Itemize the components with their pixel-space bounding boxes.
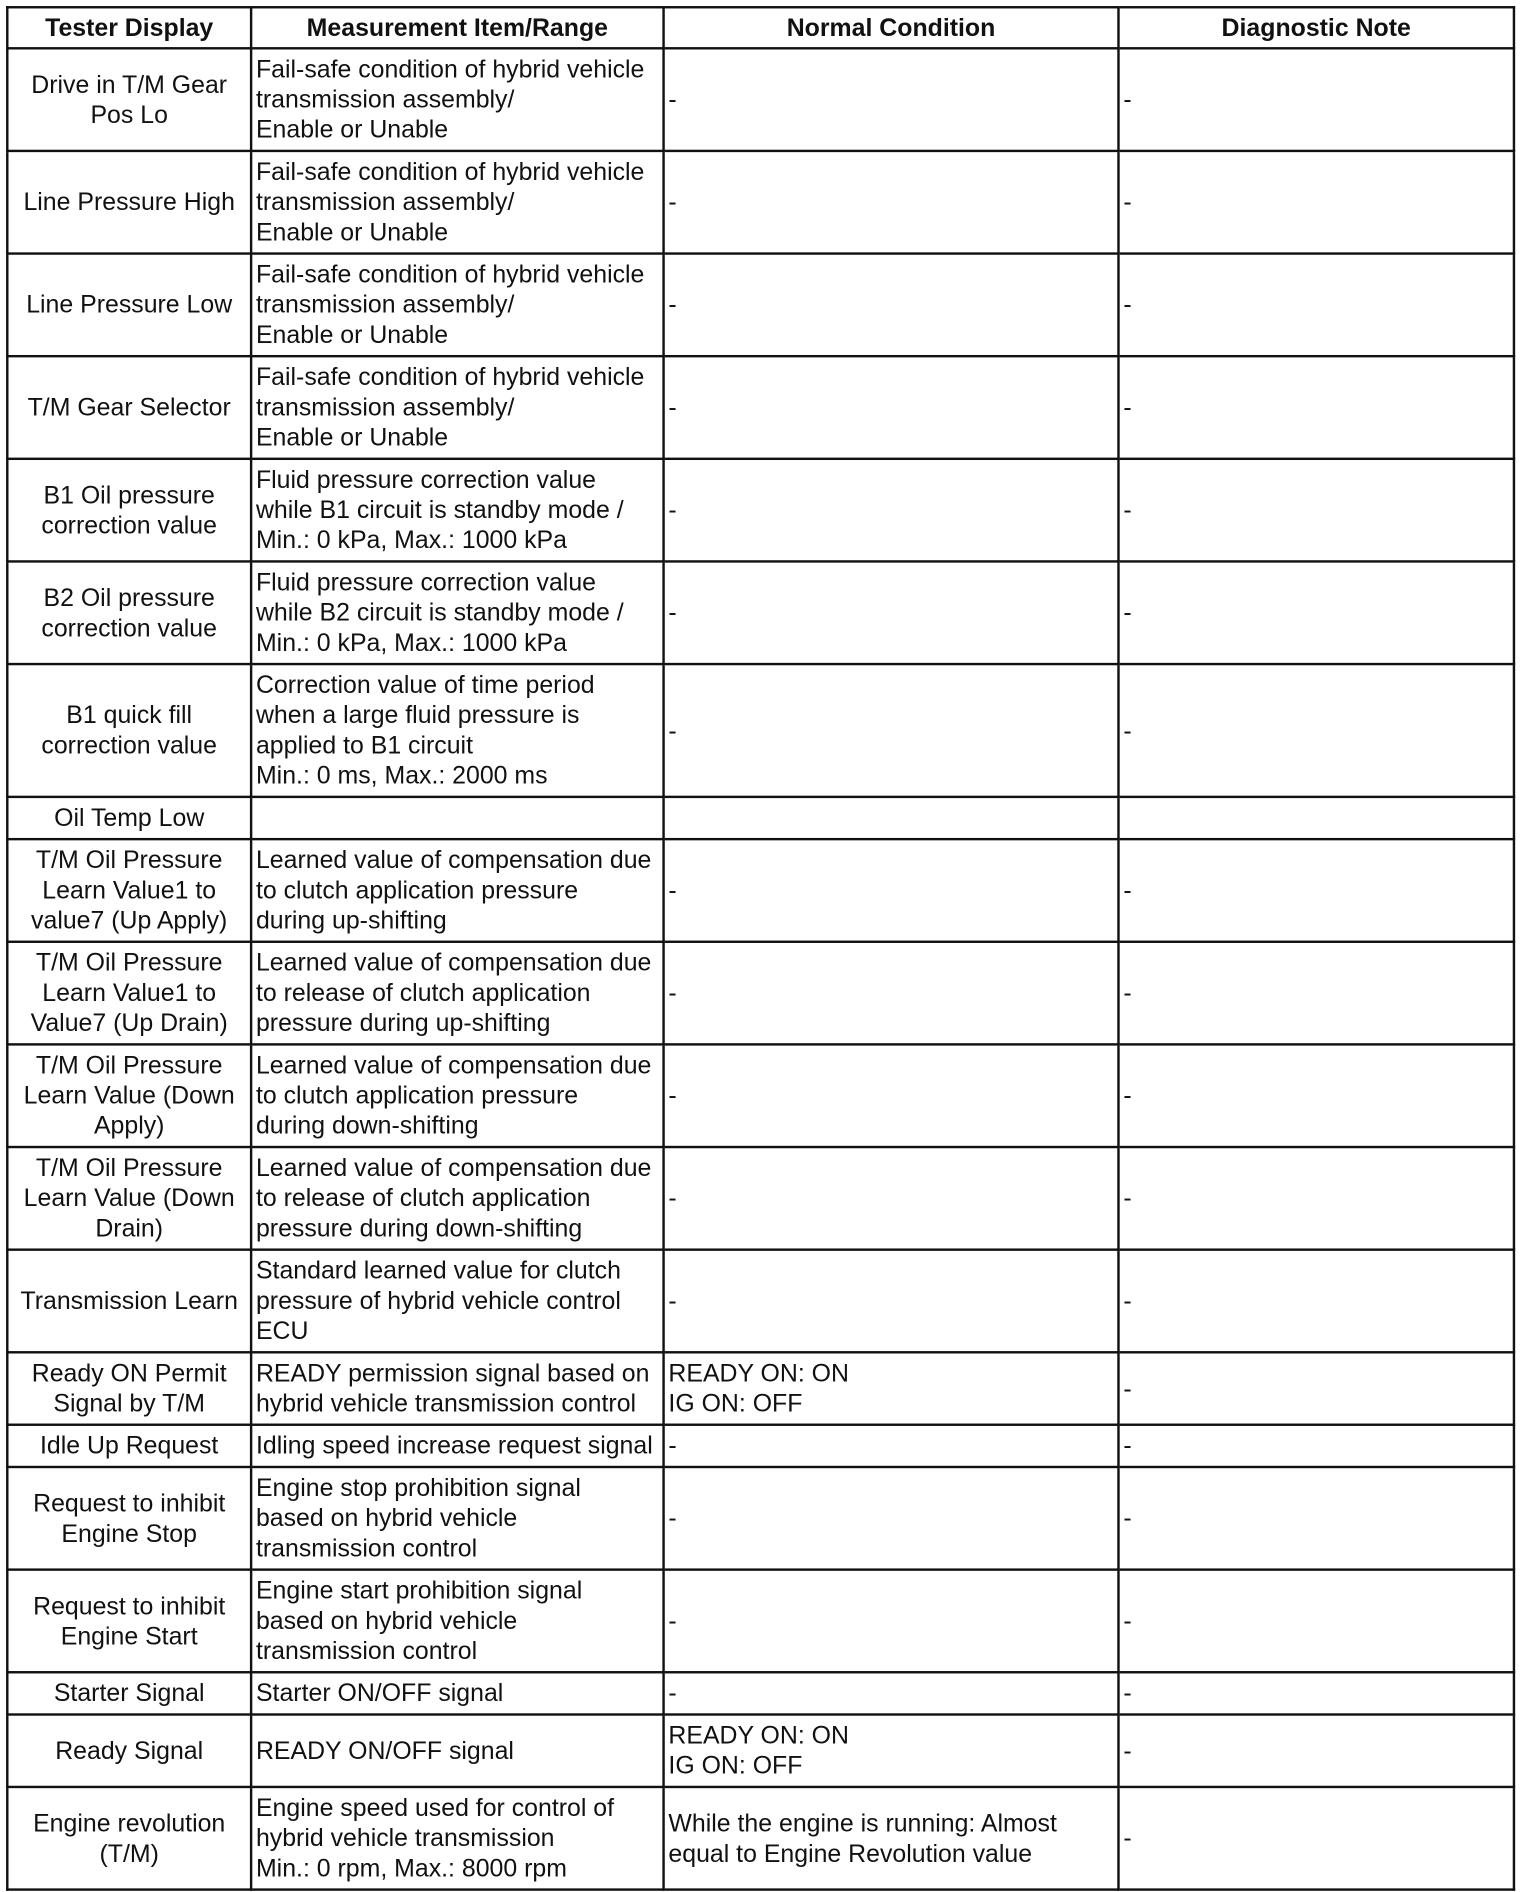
measurement-item-cell	[251, 48, 663, 151]
diagnostic-note-cell	[1118, 48, 1513, 151]
diagnostic-note-cell	[1118, 254, 1513, 357]
diagnostic-note-cell	[1118, 839, 1513, 942]
tester-display-cell-text: T/M Oil Pressure Learn Value (Down Apply)	[23, 1051, 235, 1140]
tester-display-cell	[7, 1467, 251, 1570]
tester-display-cell-text: T/M Oil Pressure Learn Value1 to value7 (Up Apply)	[31, 846, 228, 935]
normal-condition-cell-text: -	[668, 1679, 677, 1708]
tester-display-cell	[7, 1147, 251, 1250]
normal-condition-cell-text: -	[668, 85, 677, 114]
measurement-item-cell-text: READY permission signal based on hybrid vehicle transmission control	[255, 1359, 650, 1418]
diagnostic-note-cell-text: -	[1123, 979, 1132, 1007]
table-row	[7, 664, 1514, 797]
measurement-item-cell-text: Fluid pressure correction value while B1 circuit is standby mode / Min.: 0 kPa, Max.: 1000 kPa	[255, 466, 624, 555]
tester-display-cell	[7, 797, 251, 839]
diagnostic-note-cell	[1118, 797, 1513, 839]
tester-display-cell-text: Request to inhibit Engine Start	[33, 1591, 226, 1650]
measurement-item-cell-text: Engine speed used for control of hybrid vehicle transmission Min.: 0 rpm, Max.: 8000 rpm	[255, 1794, 615, 1883]
diagnostic-note-cell-text: -	[1123, 716, 1132, 745]
normal-condition-cell	[664, 1425, 1119, 1467]
diagnostic-note-cell-text: -	[1123, 393, 1132, 422]
normal-condition-cell-text: While the engine is running: Almost equal to Engine Revolution value	[668, 1809, 1057, 1868]
normal-condition-cell-text: -	[668, 290, 677, 319]
measurement-item-cell-text: Learned value of compensation due to clutch application pressure during up-shifting	[255, 846, 652, 935]
diagnostic-note-cell-text: -	[1123, 1736, 1132, 1765]
tester-display-cell	[7, 561, 251, 664]
measurement-item-cell-text: Starter ON/OFF signal	[255, 1679, 504, 1708]
tester-display-cell-text: Oil Temp Low	[54, 804, 205, 832]
measurement-item-cell-text: READY ON/OFF signal	[255, 1736, 514, 1765]
measurement-item-cell	[251, 839, 663, 942]
table-row	[7, 356, 1514, 459]
tester-display-cell	[7, 1425, 251, 1467]
measurement-item-cell	[251, 942, 663, 1045]
diagnostic-note-cell-text: -	[1123, 1824, 1132, 1853]
diagnostic-note-cell-text: -	[1123, 1287, 1132, 1315]
diagnostic-note-cell-text: -	[1123, 1679, 1132, 1708]
measurement-item-cell	[251, 1352, 663, 1424]
diagnostic-note-cell-text: -	[1123, 290, 1132, 319]
normal-condition-cell	[664, 1147, 1119, 1250]
table-row	[7, 839, 1514, 942]
table-row	[7, 1787, 1514, 1890]
tester-display-cell	[7, 459, 251, 562]
measurement-item-cell-text: Learned value of compensation due to clutch application pressure during down-shifting	[255, 1051, 652, 1140]
table-row	[7, 1570, 1514, 1673]
tester-display-cell	[7, 1672, 251, 1714]
measurement-item-cell	[251, 1147, 663, 1250]
measurement-item-cell-text: Fail-safe condition of hybrid vehicle transmission assembly/ Enable or Unable	[255, 158, 645, 247]
normal-condition-cell	[664, 797, 1119, 839]
measurement-item-cell-text: Fluid pressure correction value while B2 circuit is standby mode / Min.: 0 kPa, Max.: 1000 kPa	[255, 568, 624, 657]
normal-condition-cell	[664, 942, 1119, 1045]
normal-condition-cell	[664, 839, 1119, 942]
tester-display-cell	[7, 1570, 251, 1673]
diagnostic-note-cell-text: -	[1123, 1184, 1132, 1213]
normal-condition-cell-text: -	[668, 188, 677, 217]
diagnostic-note-cell-text: -	[1123, 85, 1132, 114]
normal-condition-cell-text: -	[668, 496, 677, 525]
normal-condition-cell	[664, 664, 1119, 797]
diagnostic-note-cell	[1118, 1250, 1513, 1353]
tester-display-cell-text: B2 Oil pressure correction value	[41, 583, 217, 642]
normal-condition-cell	[664, 1672, 1119, 1714]
table-row	[7, 459, 1514, 562]
tester-display-cell-text: Starter Signal	[53, 1679, 205, 1708]
tester-display-cell-text: Line Pressure High	[23, 188, 235, 217]
tester-display-cell-text: Ready Signal	[55, 1736, 204, 1765]
table-row	[7, 1425, 1514, 1467]
diagnostic-note-cell	[1118, 1787, 1513, 1890]
diagnostic-note-cell	[1118, 151, 1513, 254]
diagnostic-note-cell-text: -	[1123, 496, 1132, 525]
measurement-item-cell	[251, 1250, 663, 1353]
normal-condition-cell	[664, 1352, 1119, 1424]
diagnostic-note-cell-text: -	[1123, 876, 1132, 905]
header-diagnostic-note: Diagnostic Note	[1118, 7, 1513, 48]
normal-condition-cell-text: -	[668, 1287, 677, 1315]
diagnostic-note-cell	[1118, 1147, 1513, 1250]
measurement-item-cell-text: Fail-safe condition of hybrid vehicle transmission assembly/ Enable or Unable	[255, 260, 645, 349]
normal-condition-cell-text: -	[668, 598, 677, 627]
diagnostic-note-cell	[1118, 1570, 1513, 1673]
normal-condition-cell-text: READY ON: ON IG ON: OFF	[668, 1359, 849, 1418]
measurement-item-cell-text: Standard learned value for clutch pressure of hybrid vehicle control ECU	[255, 1256, 621, 1346]
normal-condition-cell	[664, 1787, 1119, 1890]
diagnostic-note-cell	[1118, 1467, 1513, 1570]
table-row	[7, 561, 1514, 664]
tester-display-cell	[7, 1715, 251, 1787]
measurement-item-cell	[251, 459, 663, 562]
diagnostic-note-cell	[1118, 1352, 1513, 1424]
tester-display-cell-text: Idle Up Request	[40, 1431, 219, 1460]
normal-condition-cell-text: -	[668, 716, 677, 745]
tester-display-cell-text: Ready ON Permit Signal by T/M	[31, 1359, 227, 1418]
tester-display-cell-text: B1 Oil pressure correction value	[41, 481, 217, 540]
measurement-item-cell	[251, 151, 663, 254]
normal-condition-cell-text: -	[668, 1431, 677, 1460]
diagnostic-note-cell	[1118, 459, 1513, 562]
diagnostic-note-cell	[1118, 1672, 1513, 1714]
measurement-item-cell	[251, 356, 663, 459]
normal-condition-cell	[664, 1250, 1119, 1353]
tester-display-cell	[7, 151, 251, 254]
table-row	[7, 1672, 1514, 1714]
diagnostic-note-cell	[1118, 942, 1513, 1045]
tester-display-cell	[7, 1044, 251, 1147]
measurement-item-cell-text: Learned value of compensation due to release of clutch application pressure during up-shifting	[255, 949, 652, 1038]
tester-display-cell-text: T/M Gear Selector	[27, 393, 231, 422]
normal-condition-cell	[664, 459, 1119, 562]
measurement-item-cell	[251, 254, 663, 357]
normal-condition-cell-text: -	[668, 1504, 677, 1533]
normal-condition-cell	[664, 1467, 1119, 1570]
measurement-item-cell	[251, 1787, 663, 1890]
diagnostic-note-cell-text: -	[1123, 1081, 1132, 1110]
tester-display-cell	[7, 48, 251, 151]
tester-display-cell-text: Request to inhibit Engine Stop	[33, 1489, 226, 1548]
table-row	[7, 1715, 1514, 1787]
header-measurement-item-range: Measurement Item/Range	[251, 7, 663, 48]
diagnostic-note-cell-text: -	[1123, 1431, 1132, 1460]
table-row	[7, 48, 1514, 151]
measurement-item-cell	[251, 1672, 663, 1714]
tester-display-cell-text: Transmission Learn	[20, 1287, 238, 1315]
tester-display-cell	[7, 1250, 251, 1353]
tester-display-cell	[7, 942, 251, 1045]
measurement-item-cell-text: Fail-safe condition of hybrid vehicle transmission assembly/ Enable or Unable	[255, 363, 645, 452]
normal-condition-cell	[664, 1715, 1119, 1787]
diagnostic-note-cell	[1118, 561, 1513, 664]
tester-display-cell	[7, 1787, 251, 1890]
measurement-item-cell	[251, 1044, 663, 1147]
table-row	[7, 151, 1514, 254]
tester-display-cell-text: T/M Oil Pressure Learn Value1 to Value7 (Up Drain)	[30, 949, 228, 1038]
tester-display-cell	[7, 839, 251, 942]
measurement-item-cell	[251, 1715, 663, 1787]
measurement-item-cell	[251, 1570, 663, 1673]
measurement-item-cell	[251, 797, 663, 839]
diagnostic-note-cell-text: -	[1123, 1607, 1132, 1635]
diagnostic-note-cell-text: -	[1123, 1374, 1132, 1403]
measurement-item-cell	[251, 561, 663, 664]
table-row	[7, 797, 1514, 839]
table-row	[7, 942, 1514, 1045]
normal-condition-cell	[664, 561, 1119, 664]
measurement-item-cell-text: Engine stop prohibition signal based on hybrid vehicle transmission control	[255, 1474, 581, 1563]
tester-display-cell	[7, 356, 251, 459]
normal-condition-cell	[664, 1044, 1119, 1147]
table-row	[7, 1352, 1514, 1424]
measurement-item-cell	[251, 1425, 663, 1467]
diagnostic-note-cell-text: -	[1123, 598, 1132, 627]
normal-condition-cell-text: -	[668, 1607, 677, 1635]
measurement-item-cell-text: Correction value of time period when a large fluid pressure is applied to B1 circuit Min.: 0 ms, Max.: 2000 ms	[255, 671, 595, 790]
tester-display-cell	[7, 254, 251, 357]
tester-display-cell	[7, 664, 251, 797]
diagnostic-note-cell	[1118, 1715, 1513, 1787]
normal-condition-cell-text: -	[668, 876, 677, 905]
measurement-item-cell-text: Idling speed increase request signal	[255, 1431, 653, 1460]
diagnostic-note-cell-text: -	[1123, 1504, 1132, 1533]
normal-condition-cell-text: -	[668, 979, 677, 1007]
diagnostic-note-cell-text: -	[1123, 188, 1132, 217]
diagnostic-note-cell	[1118, 664, 1513, 797]
tester-display-cell-text: Line Pressure Low	[26, 290, 233, 319]
header-normal-condition: Normal Condition	[664, 7, 1119, 48]
table-row	[7, 1250, 1514, 1353]
measurement-item-cell-text: Learned value of compensation due to release of clutch application pressure during down-shifting	[255, 1154, 652, 1243]
measurement-item-cell	[251, 664, 663, 797]
table-body	[7, 48, 1514, 1889]
normal-condition-cell-text: -	[668, 1184, 677, 1213]
tester-display-cell-text: T/M Oil Pressure Learn Value (Down Drain)	[23, 1154, 235, 1243]
normal-condition-cell	[664, 48, 1119, 151]
table-row	[7, 1467, 1514, 1570]
normal-condition-cell	[664, 254, 1119, 357]
tester-display-cell-text: Engine revolution (T/M)	[33, 1809, 226, 1868]
normal-condition-cell-text: READY ON: ON IG ON: OFF	[668, 1721, 849, 1780]
tester-display-cell-text: B1 quick fill correction value	[41, 701, 217, 760]
measurement-item-cell-text: Fail-safe condition of hybrid vehicle transmission assembly/ Enable or Unable	[255, 55, 645, 144]
normal-condition-cell	[664, 356, 1119, 459]
tester-display-cell-text: Drive in T/M Gear Pos Lo	[31, 70, 228, 129]
diagnostic-note-cell	[1118, 1425, 1513, 1467]
table-row	[7, 254, 1514, 357]
table-row	[7, 1147, 1514, 1250]
table-header-row	[7, 7, 1514, 48]
header-tester-display: Tester Display	[7, 7, 251, 48]
diagnostic-note-cell	[1118, 1044, 1513, 1147]
normal-condition-cell	[664, 151, 1119, 254]
normal-condition-cell-text: -	[668, 393, 677, 422]
measurement-item-cell	[251, 1467, 663, 1570]
normal-condition-cell	[664, 1570, 1119, 1673]
diagnostic-note-cell	[1118, 356, 1513, 459]
measurement-item-cell-text: Engine start prohibition signal based on hybrid vehicle transmission control	[255, 1576, 583, 1666]
data-list-table	[6, 6, 1515, 1891]
normal-condition-cell-text: -	[668, 1081, 677, 1110]
tester-display-cell	[7, 1352, 251, 1424]
table-row	[7, 1044, 1514, 1147]
